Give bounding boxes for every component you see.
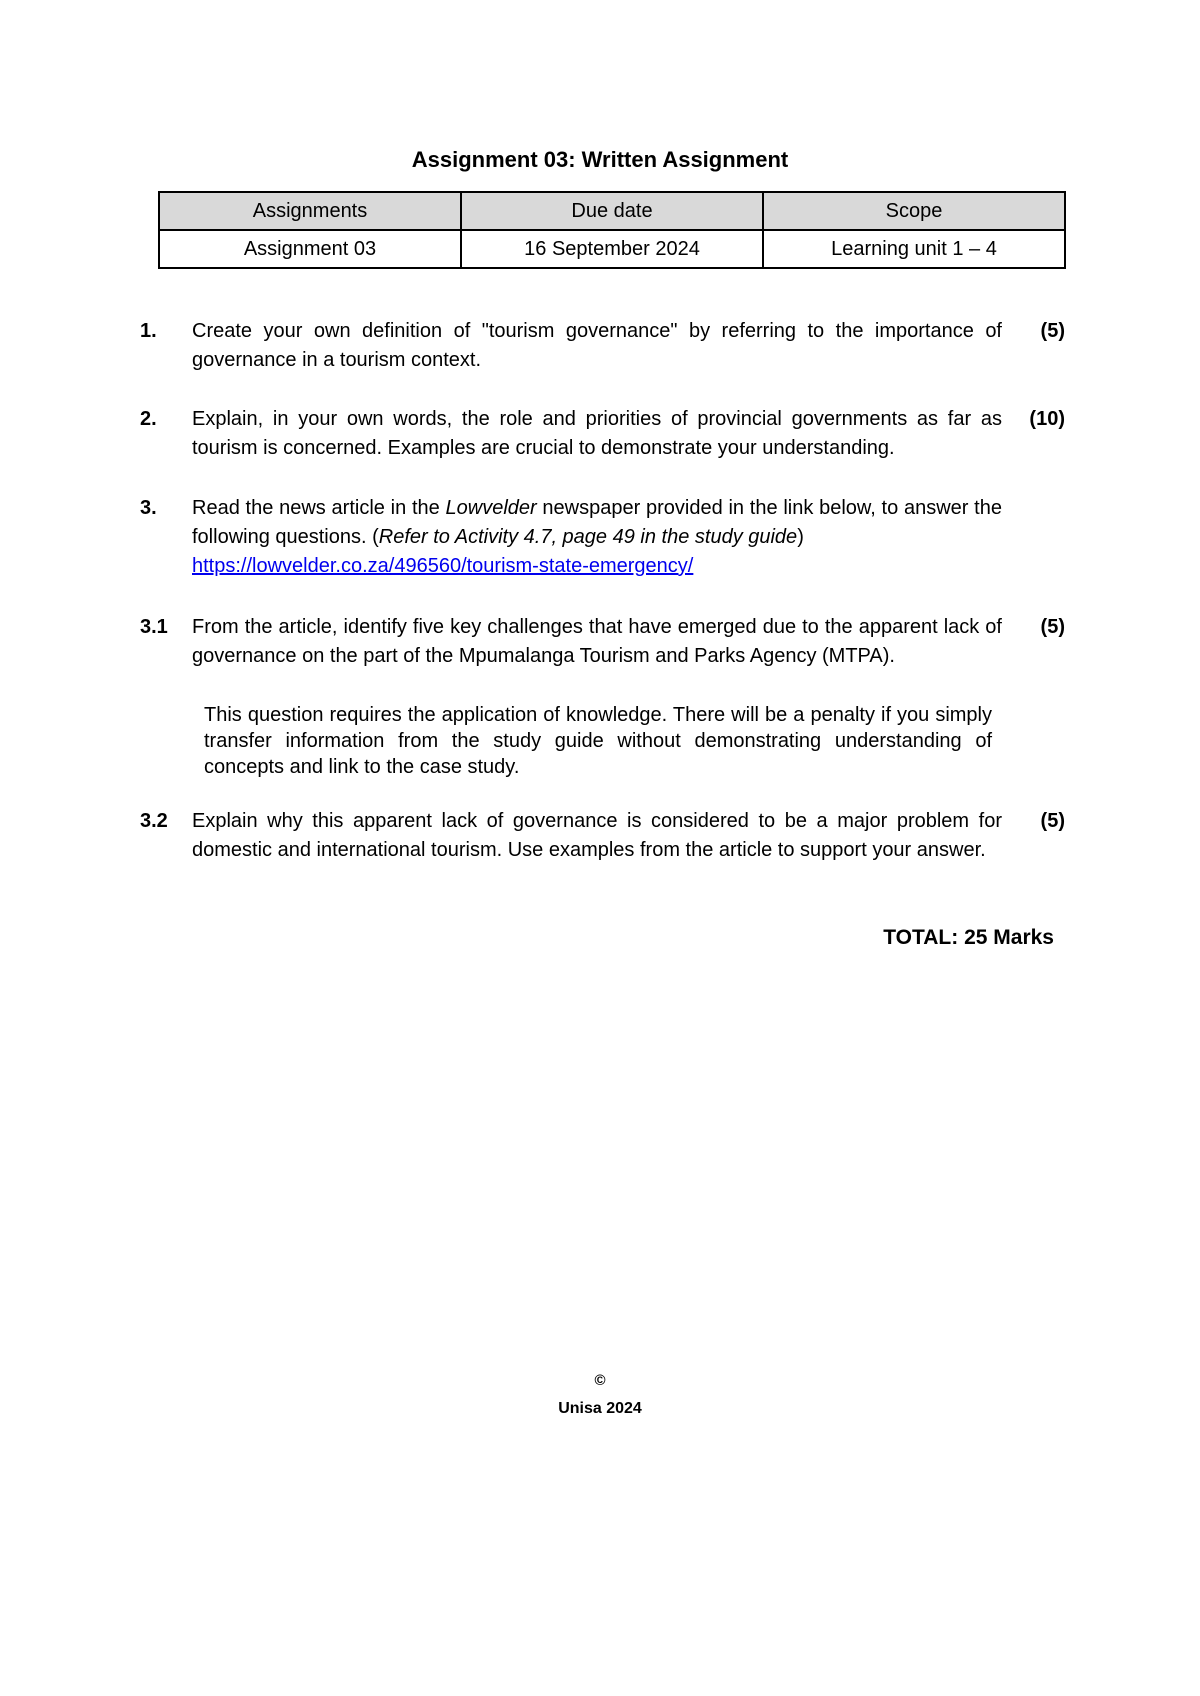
- question-number: 3.1: [140, 616, 168, 638]
- question-text-mid: newspaper provided in the link below, to answer the following questions. (: [192, 497, 1002, 548]
- question-marks: (10): [1029, 408, 1065, 430]
- question-text-post: ): [797, 526, 804, 548]
- newspaper-name: Lowvelder: [445, 497, 537, 519]
- total-marks: TOTAL: 25 Marks: [883, 926, 1054, 949]
- question-number: 2.: [140, 408, 157, 430]
- table-header-row: [159, 192, 1065, 230]
- question-text: Create your own definition of "tourism governance" by referring to the importance of governance in a tourism context.: [192, 320, 1002, 371]
- question-3-1-note: This question requires the application of knowledge. There will be a penalty if you simply transfer information from the study guide without demonstrating understanding of concepts and link to the case study.: [204, 704, 992, 778]
- document-title: Assignment 03: Written Assignment: [411, 147, 789, 172]
- question-text: [192, 494, 1002, 581]
- question-text: From the article, identify five key challenges that have emerged due to the apparent lack of governance on the part of the Mpumalanga Tourism and Parks Agency (MTPA).: [192, 616, 1002, 667]
- publisher-line: Unisa 2024: [558, 1400, 642, 1417]
- question-text: Explain why this apparent lack of governance is considered to be a major problem for domestic and international tourism. Use examples from the article to support your answer.: [192, 810, 1002, 861]
- question-marks: (5): [1040, 320, 1065, 342]
- table-row: [159, 230, 1065, 268]
- question-number: 3.2: [140, 810, 168, 832]
- table-cell-scope: Learning unit 1 – 4: [763, 230, 1065, 268]
- table-cell-assignment: Assignment 03: [159, 230, 461, 268]
- question-text: Explain, in your own words, the role and priorities of provincial governments as far as tourism is concerned. Examples are crucial to demonstrate your understanding.: [192, 408, 1002, 459]
- question-marks: (5): [1040, 810, 1065, 832]
- table-cell-due-date: 16 September 2024: [461, 230, 763, 268]
- question-text-pre: Read the news article in the: [192, 497, 446, 519]
- table-header-due-date: Due date: [461, 192, 763, 230]
- table-header-assignments: Assignments: [159, 192, 461, 230]
- question-number: 1.: [140, 320, 157, 342]
- copyright-symbol: ©: [594, 1372, 606, 1389]
- question-number: 3.: [140, 497, 157, 519]
- question-marks: (5): [1040, 616, 1065, 638]
- table-header-scope: Scope: [763, 192, 1065, 230]
- study-guide-reference: Refer to Activity 4.7, page 49 in the study guide: [378, 526, 798, 548]
- article-link[interactable]: https://lowvelder.co.za/496560/tourism-state-emergency/: [192, 555, 694, 577]
- assignment-table: [158, 191, 1066, 269]
